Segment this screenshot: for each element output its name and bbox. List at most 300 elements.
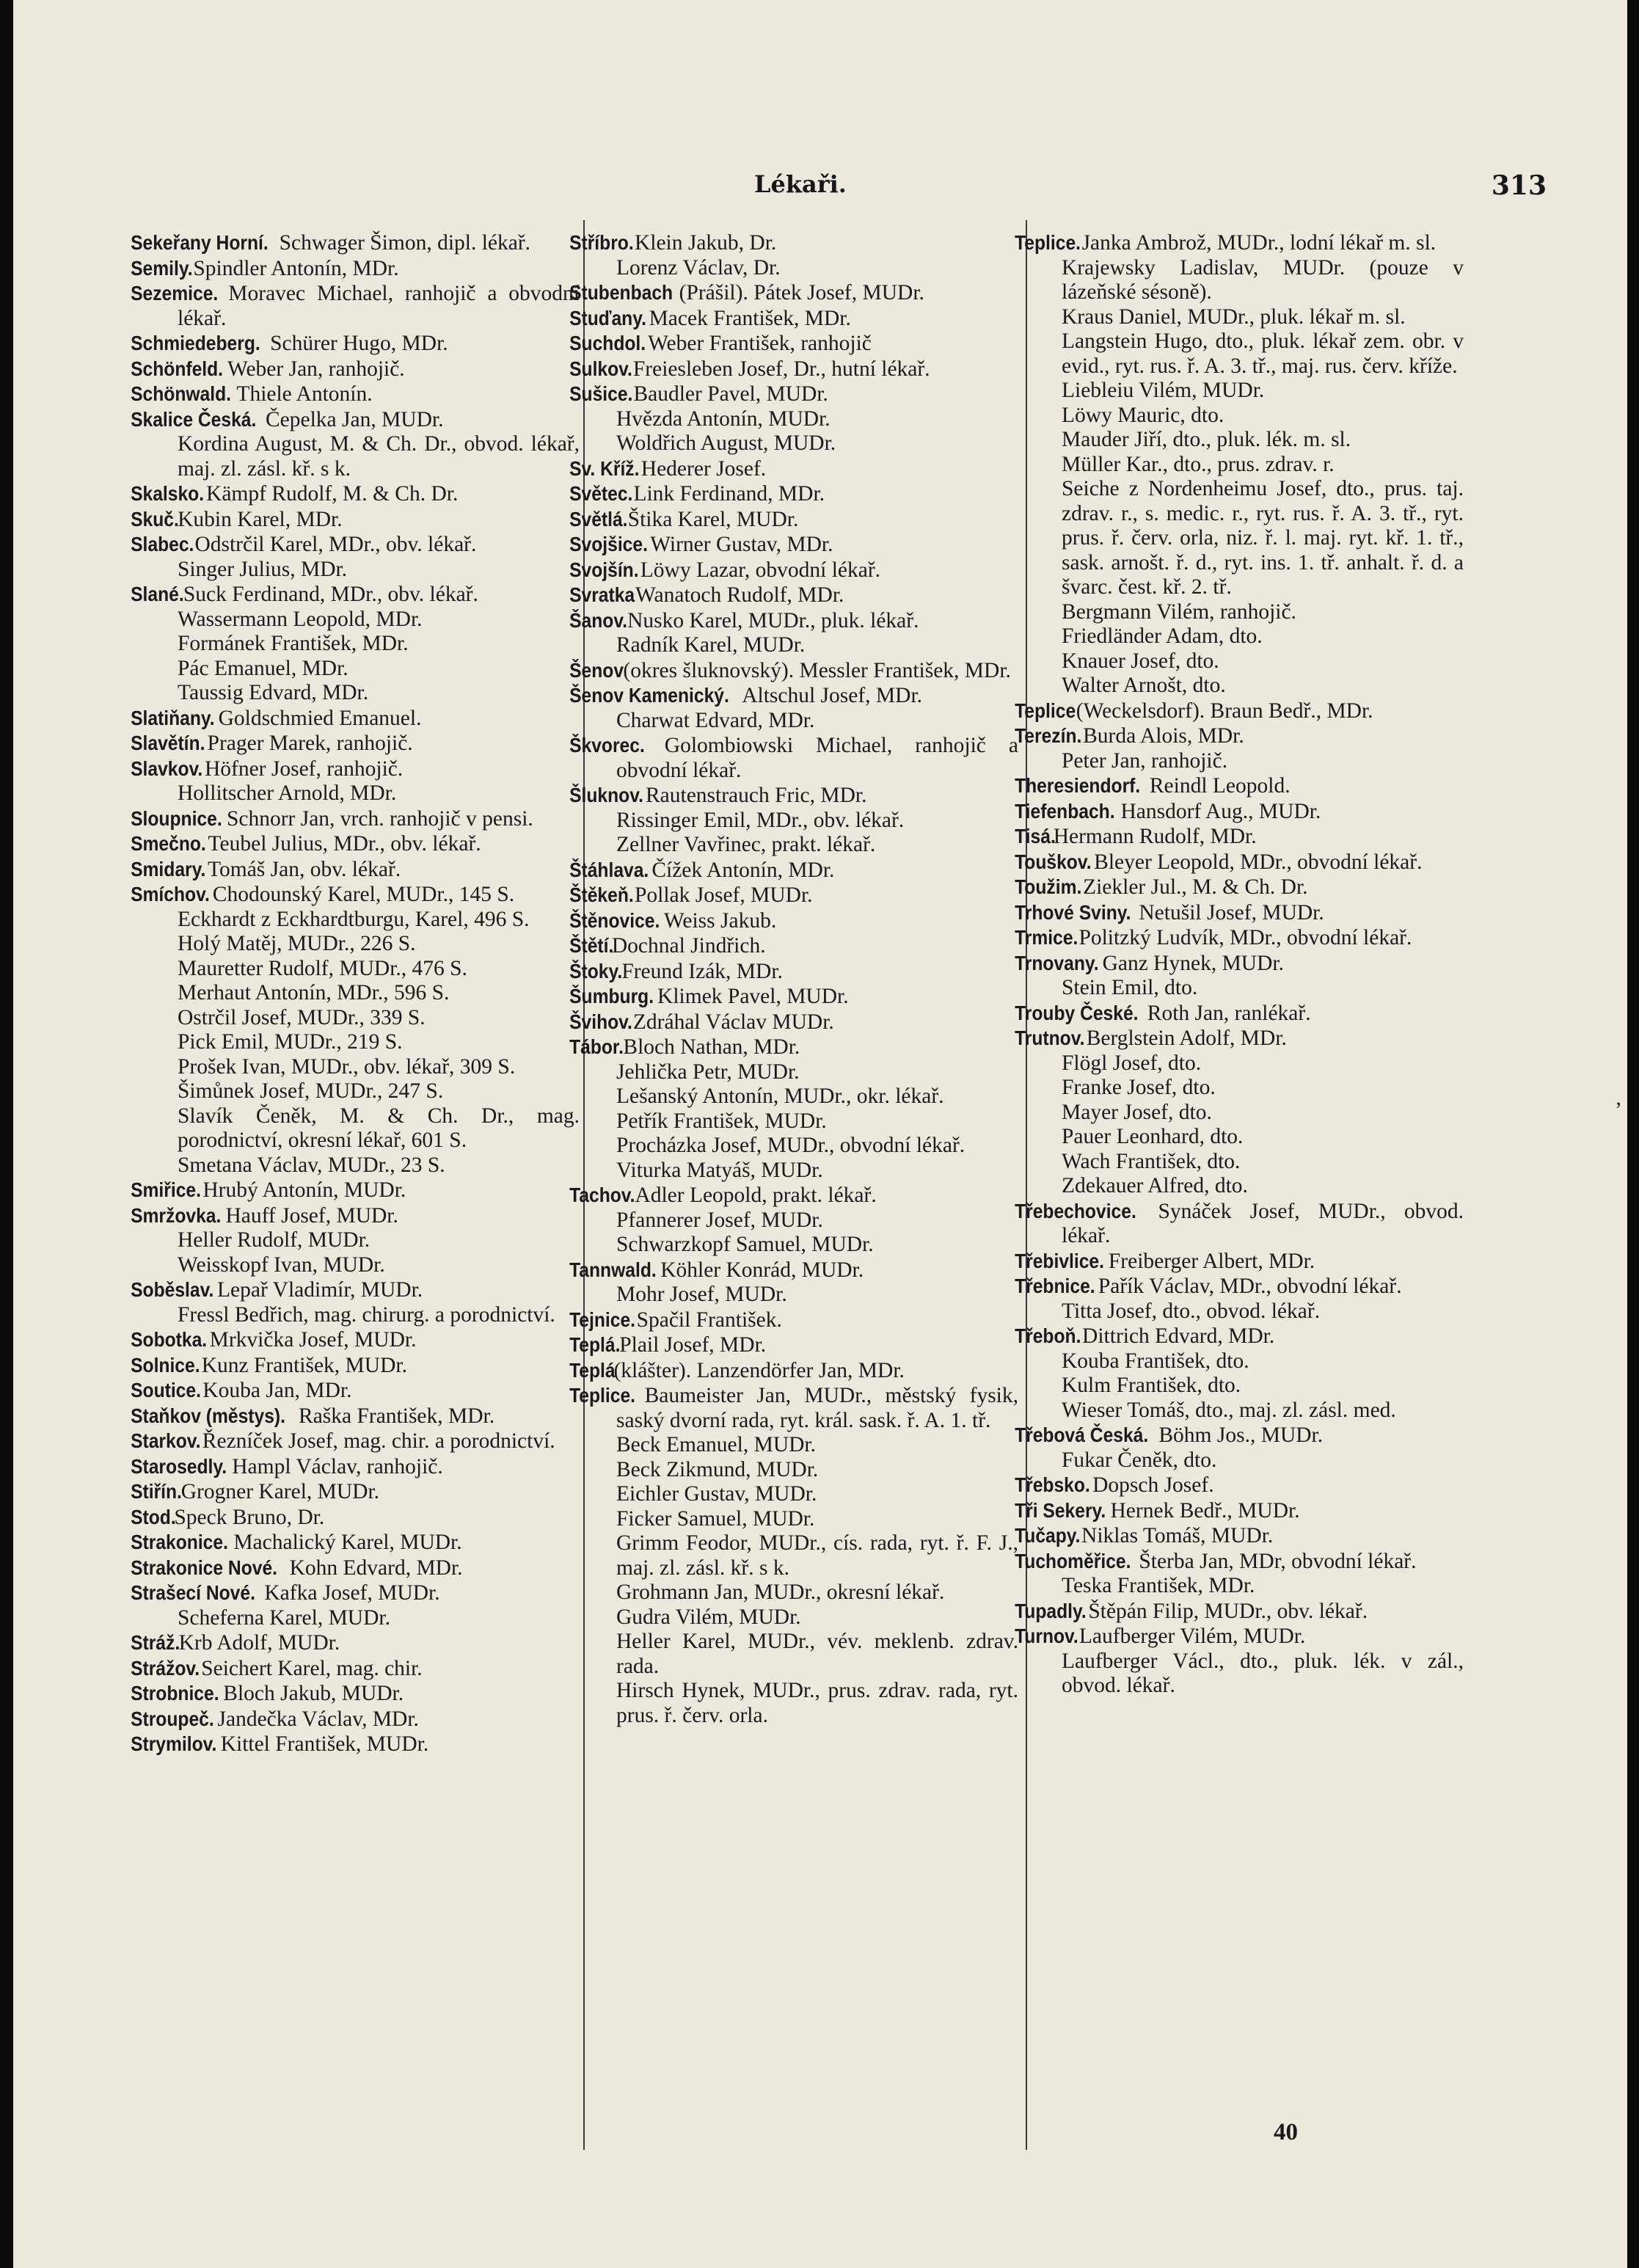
physician-text: Laufberger Vilém, MUDr. xyxy=(1073,1625,1306,1648)
directory-entry xyxy=(1037,649,1464,674)
physician-text: Hernek Bedř., MUDr. xyxy=(1105,1498,1300,1523)
physician-text: Janka Ambrož, MUDr., lodní lékař m. sl. xyxy=(1076,231,1437,255)
signature-number: 40 xyxy=(1274,2119,1298,2145)
place-name: Třebivlice. xyxy=(1015,1249,1104,1272)
directory-entry xyxy=(1037,749,1464,774)
physician-text: Lorenz Václav, Dr. xyxy=(616,255,781,280)
directory-entry xyxy=(1037,1299,1464,1324)
directory-entry xyxy=(569,331,1018,357)
physician-text: Slavík Čeněk, M. & Ch. Dr., mag. porodnictví, okresní lékař, 601 S. xyxy=(178,1104,580,1152)
directory-entry xyxy=(131,806,580,832)
physician-text: Krajewsky Ladislav, MUDr. (pouze v lázeňské sésoně). xyxy=(1062,255,1464,304)
directory-entry xyxy=(153,932,580,957)
directory-entry xyxy=(569,230,1018,256)
directory-entry xyxy=(569,733,1018,783)
physician-text: Štika Karel, MUDr. xyxy=(622,507,799,531)
directory-entry xyxy=(1015,1274,1464,1299)
directory-entry xyxy=(153,981,580,1006)
directory-entry xyxy=(1015,230,1464,256)
directory-entry xyxy=(131,1580,580,1606)
physician-text: Fukar Čeněk, dto. xyxy=(1062,1448,1217,1472)
physician-text: Krb Adolf, MUDr. xyxy=(173,1631,340,1655)
physician-text: Scheferna Karel, MUDr. xyxy=(178,1605,390,1630)
running-title: Lékaři. xyxy=(754,170,847,198)
physician-text: Mayer Josef, dto. xyxy=(1062,1100,1212,1124)
physician-text: Formánek František, MDr. xyxy=(178,632,409,655)
physician-text: Baudler Pavel, MUDr. xyxy=(628,382,828,406)
physician-text: Pfannerer Josef, MUDr. xyxy=(616,1208,823,1232)
physician-text: Höfner Josef, ranhojič. xyxy=(199,756,404,781)
physician-text: Schwager Šimon, dipl. lékař. xyxy=(274,231,531,255)
directory-entry xyxy=(131,331,580,357)
directory-entry xyxy=(591,1630,1018,1679)
place-name: Tannwald. xyxy=(569,1258,657,1281)
physician-text: Eckhardt z Eckhardtburgu, Karel, 496 S. xyxy=(178,907,530,931)
directory-entry xyxy=(591,1060,1018,1085)
physician-text: Freund Izák, MDr. xyxy=(616,959,783,983)
directory-entry xyxy=(153,632,580,657)
directory-entry xyxy=(591,709,1018,734)
physician-text: Bloch Nathan, MDr. xyxy=(618,1035,800,1059)
directory-entry xyxy=(569,1383,1018,1433)
place-name: Tiefenbach. xyxy=(1015,799,1115,823)
directory-entry xyxy=(569,658,1018,684)
physician-text: Kubin Karel, MDr. xyxy=(172,507,343,531)
directory-entry xyxy=(153,1006,580,1031)
physician-text: Ostrčil Josef, MUDr., 339 S. xyxy=(178,1005,426,1029)
directory-entry xyxy=(153,1079,580,1104)
place-name: Škvorec. xyxy=(569,734,645,756)
directory-entry xyxy=(131,532,580,558)
directory-entry xyxy=(1037,256,1464,305)
directory-entry xyxy=(1015,799,1464,825)
physician-text: Lešanský Antonín, MUDr., okr. lékař. xyxy=(616,1084,944,1108)
physician-text: Golombiowski Michael, ranhojič a obvodní lékař. xyxy=(616,734,1018,782)
directory-entry xyxy=(1015,850,1464,875)
directory-entry xyxy=(153,1055,580,1080)
place-name: Teplá. xyxy=(569,1333,621,1356)
physician-text: Dochnal Jindřich. xyxy=(606,934,766,958)
directory-entry xyxy=(1037,379,1464,404)
physician-text: Hrubý Antonín, MUDr. xyxy=(197,1178,406,1202)
directory-entry xyxy=(131,1479,580,1505)
scanned-page xyxy=(13,0,1627,2268)
place-name: Svojšín. xyxy=(569,558,639,581)
physician-text: Macek František, MDr. xyxy=(643,306,851,330)
directory-entry xyxy=(591,1605,1018,1630)
directory-entry xyxy=(569,1010,1018,1035)
physician-text: (klášter). Lanzendörfer Jan, MDr. xyxy=(608,1358,905,1382)
directory-entry xyxy=(131,481,580,507)
physician-text: Eichler Gustav, MUDr. xyxy=(616,1482,817,1506)
directory-entry xyxy=(1015,1624,1464,1649)
directory-entry xyxy=(131,1327,580,1353)
directory-entry xyxy=(1037,674,1464,699)
physician-text: Procházka Josef, MUDr., obvodní lékař. xyxy=(616,1134,965,1157)
directory-entry xyxy=(591,1507,1018,1532)
physician-text: Bloch Jakub, MUDr. xyxy=(217,1682,404,1705)
place-name: Suchdol. xyxy=(569,332,646,354)
directory-entry xyxy=(569,382,1018,407)
physician-text: Peter Jan, ranhojič. xyxy=(1062,748,1228,773)
physician-text: Woldřich August, MUDr. xyxy=(616,431,836,455)
directory-entry xyxy=(1015,1498,1464,1524)
physician-text: Viturka Matyáš, MUDr. xyxy=(616,1158,823,1182)
place-name: Soutice. xyxy=(131,1379,201,1401)
place-name: Strakonice Nové. xyxy=(131,1556,278,1579)
physician-text: Dittrich Edvard, MDr. xyxy=(1076,1324,1275,1348)
directory-entry xyxy=(131,1404,580,1429)
directory-entry xyxy=(131,706,580,732)
directory-entry xyxy=(1037,453,1464,478)
directory-entry xyxy=(131,1277,580,1303)
physician-text: Seichert Karel, mag. chir. xyxy=(195,1656,423,1680)
physician-text: Bergmann Vilém, ranhojič. xyxy=(1062,599,1296,624)
place-name: Šenov Kamenický. xyxy=(569,684,729,707)
physician-text: Kulm František, dto. xyxy=(1062,1374,1241,1397)
physician-text: Jehlička Petr, MUDr. xyxy=(616,1060,800,1084)
directory-entry xyxy=(1015,1249,1464,1275)
physician-text: Klimek Pavel, MUDr. xyxy=(651,985,849,1008)
physician-text: Weiss Jakub. xyxy=(659,908,777,933)
directory-entry xyxy=(131,831,580,857)
directory-entry xyxy=(569,908,1018,934)
place-name: Stiřín. xyxy=(131,1480,182,1503)
directory-entry xyxy=(591,1134,1018,1159)
directory-entry xyxy=(591,833,1018,858)
place-name: Stuďany. xyxy=(569,306,646,329)
directory-entry xyxy=(569,683,1018,709)
physician-text: Politzký Ludvík, MDr., obvodní lékař. xyxy=(1073,926,1412,949)
physician-text: Flögl Josef, dto. xyxy=(1062,1051,1202,1075)
physician-text: Grimm Feodor, MUDr., cís. rada, ryt. ř. F. J., maj. zl. zásl. kř. s k. xyxy=(616,1531,1018,1580)
physician-text: (Weckelsdorf). Braun Bedř., MDr. xyxy=(1070,699,1373,723)
directory-entry xyxy=(569,783,1018,809)
directory-entry xyxy=(1015,900,1464,926)
directory-entry xyxy=(1037,1374,1464,1399)
directory-entry xyxy=(1037,477,1464,600)
directory-entry xyxy=(153,1303,580,1328)
place-name: Třebsko. xyxy=(1015,1473,1090,1496)
directory-entry xyxy=(153,957,580,982)
directory-entry xyxy=(153,1606,580,1631)
place-name: Šanov. xyxy=(569,608,628,632)
directory-entry xyxy=(1037,1125,1464,1150)
directory-entry xyxy=(131,1732,580,1757)
physician-text: Speck Bruno, Dr. xyxy=(169,1505,325,1529)
physician-text: Mauretter Rudolf, MUDr., 476 S. xyxy=(178,956,467,980)
directory-entry xyxy=(1037,1150,1464,1175)
physician-text: Hollitscher Arnold, MDr. xyxy=(178,781,397,805)
physician-text: Machalický Karel, MUDr. xyxy=(227,1531,462,1554)
directory-entry xyxy=(153,908,580,933)
place-name: Touškov. xyxy=(1015,850,1092,873)
physician-text: Löwy Lazar, obvodní lékař. xyxy=(635,558,881,582)
directory-entry xyxy=(591,1233,1018,1258)
place-name: Smiřice. xyxy=(131,1178,201,1201)
physician-text: Pick Emil, MUDr., 219 S. xyxy=(178,1030,403,1054)
directory-entry xyxy=(591,1159,1018,1184)
directory-entry xyxy=(1015,1523,1464,1549)
directory-entry xyxy=(131,1630,580,1656)
place-name: Štoky. xyxy=(569,959,623,982)
directory-entry xyxy=(591,1283,1018,1308)
place-name: Toužim. xyxy=(1015,875,1082,898)
directory-entry xyxy=(1037,329,1464,379)
directory-entry xyxy=(131,1505,580,1531)
physician-text: Kouba Jan, MDr. xyxy=(197,1379,352,1402)
directory-entry xyxy=(1037,1399,1464,1423)
physician-text: Nusko Karel, MUDr., pluk. lékař. xyxy=(621,608,919,632)
directory-entry xyxy=(131,230,580,256)
physician-text: Kohn Edvard, MDr. xyxy=(284,1556,463,1580)
directory-entry xyxy=(153,781,580,806)
place-name: Tři Sekery. xyxy=(1015,1498,1106,1522)
directory-entry xyxy=(131,1681,580,1707)
place-name: Teplá xyxy=(569,1358,616,1382)
physician-text: Wanatoch Rudolf, MDr. xyxy=(630,583,844,607)
place-name: Třebechovice. xyxy=(1015,1199,1136,1222)
physician-text: Franke Josef, dto. xyxy=(1062,1076,1216,1099)
place-name: Třeboň. xyxy=(1015,1324,1081,1347)
place-name: Skalice Česká. xyxy=(131,407,257,431)
directory-entry xyxy=(569,883,1018,908)
directory-entry xyxy=(591,1208,1018,1233)
place-name: Stubenbach xyxy=(569,281,674,304)
physician-text: Pác Emanuel, MDr. xyxy=(178,656,348,680)
place-name: Tisá. xyxy=(1015,825,1056,847)
physician-text: Mauder Jiří, dto., pluk. lék. m. sl. xyxy=(1062,428,1351,451)
place-name: Trmice. xyxy=(1015,926,1078,949)
place-name: Trhové Sviny. xyxy=(1015,900,1131,924)
physician-text: Böhm Jos., MUDr. xyxy=(1153,1423,1324,1447)
place-name: Smečno. xyxy=(131,832,206,855)
place-name: Svratka xyxy=(569,583,635,606)
physician-text: Berglstein Adolf, MDr. xyxy=(1081,1027,1287,1050)
directory-entry xyxy=(1037,1101,1464,1126)
place-name: Turnov. xyxy=(1015,1625,1078,1647)
place-name: Slatiňany. xyxy=(131,706,215,729)
directory-entry xyxy=(569,608,1018,634)
place-name: Solnice. xyxy=(131,1353,200,1377)
directory-entry xyxy=(1037,1574,1464,1599)
place-name: Soběslav. xyxy=(131,1278,214,1301)
directory-entry xyxy=(1015,773,1464,799)
place-name: Schönfeld. xyxy=(131,357,224,380)
directory-entry xyxy=(131,1378,580,1404)
directory-entry xyxy=(131,1429,580,1454)
physician-text: Merhaut Antonín, MDr., 596 S. xyxy=(178,981,450,1004)
place-name: Smíchov. xyxy=(131,883,210,905)
physician-text: Šimůnek Josef, MUDr., 247 S. xyxy=(178,1079,444,1103)
directory-entry xyxy=(131,1530,580,1556)
place-name: Třebnice. xyxy=(1015,1275,1095,1297)
physician-text: Radník Karel, MUDr. xyxy=(616,633,806,657)
place-name: Tejnice. xyxy=(569,1308,636,1331)
physician-text: Liebleiu Vilém, MUDr. xyxy=(1062,379,1265,402)
physician-text: Spindler Antonín, MDr. xyxy=(187,256,399,280)
place-name: Strakonice. xyxy=(131,1531,228,1553)
directory-entry xyxy=(1015,1423,1464,1448)
column-divider xyxy=(1026,220,1027,2150)
directory-entry xyxy=(569,1358,1018,1384)
directory-entry xyxy=(1015,925,1464,951)
physician-text: (okres šluknovský). Messler František, MDr. xyxy=(618,658,1011,682)
place-name: Theresiendorf. xyxy=(1015,774,1141,797)
physician-text: Plail Josef, MDr. xyxy=(613,1333,767,1357)
place-name: Slavkov. xyxy=(131,756,203,780)
directory-entry xyxy=(131,582,580,608)
physician-text: Köhler Konrád, MUDr. xyxy=(654,1258,864,1282)
place-name: Staňkov (městys). xyxy=(131,1404,285,1427)
directory-entry xyxy=(569,933,1018,959)
physician-text: Zellner Vavřinec, prakt. lékař. xyxy=(616,833,876,856)
directory-entry xyxy=(131,1353,580,1379)
place-name: Tupadly. xyxy=(1015,1599,1087,1622)
physician-text: Jandečka Václav, MDr. xyxy=(212,1707,419,1731)
physician-text: Beck Zikmund, MUDr. xyxy=(616,1457,819,1481)
place-name: Strašecí Nové. xyxy=(131,1581,255,1604)
physician-text: Hvězda Antonín, MUDr. xyxy=(616,406,831,431)
directory-entry xyxy=(569,558,1018,583)
physician-text: Fressl Bedřich, mag. chirurg. a porodnictví. xyxy=(178,1302,555,1327)
place-name: Smržovka. xyxy=(131,1203,222,1227)
place-name: Štětí. xyxy=(569,934,614,957)
physician-text: Bleyer Leopold, MDr., obvodní lékař. xyxy=(1088,850,1423,874)
directory-entry xyxy=(153,558,580,583)
place-name: Strobnice. xyxy=(131,1682,219,1704)
place-name: Světec. xyxy=(569,482,633,505)
directory-entry xyxy=(591,1109,1018,1134)
physician-text: Wirner Gustav, MDr. xyxy=(645,533,833,556)
place-name: Trutnov. xyxy=(1015,1027,1085,1049)
directory-entry xyxy=(1015,1549,1464,1575)
directory-entry xyxy=(591,256,1018,281)
directory-entry xyxy=(153,1153,580,1178)
physician-text: Knauer Josef, dto. xyxy=(1062,649,1219,673)
place-name: Stráž. xyxy=(131,1631,180,1654)
physician-text: Spačil František. xyxy=(631,1308,782,1332)
physician-text: Weber František, ranhojič xyxy=(643,332,872,355)
directory-entry xyxy=(1015,1324,1464,1349)
physician-text: Moravec Michael, ranhojič a obvodní lékař. xyxy=(178,282,580,330)
physician-text: Pařík Václav, MDr., obvodní lékař. xyxy=(1092,1275,1402,1298)
physician-text: Teubel Julius, MDr., obv. lékař. xyxy=(202,832,481,856)
physician-text: Kraus Daniel, MUDr., pluk. lékař m. sl. xyxy=(1062,305,1406,329)
page-header xyxy=(13,170,1627,200)
directory-entry xyxy=(153,681,580,706)
directory-entry xyxy=(131,357,580,382)
directory-entry xyxy=(591,431,1018,456)
physician-text: Schwarzkopf Samuel, MUDr. xyxy=(616,1233,874,1256)
column-3 xyxy=(1015,230,1464,2138)
margin-mark: ’ xyxy=(1615,1098,1622,1122)
physician-text: Hauff Josef, MUDr. xyxy=(220,1203,398,1228)
physician-text: Zdráhal Václav MUDr. xyxy=(627,1010,834,1034)
directory-entry xyxy=(591,1482,1018,1507)
physician-text: Lepař Vladimír, MUDr. xyxy=(211,1278,423,1302)
place-name: Tučapy. xyxy=(1015,1524,1081,1547)
directory-entry xyxy=(131,731,580,756)
physician-text: Rissinger Emil, MDr., obv. lékař. xyxy=(616,808,905,832)
directory-entry xyxy=(1015,824,1464,850)
place-name: Stod. xyxy=(131,1505,176,1528)
physician-text: Wassermann Leopold, MDr. xyxy=(178,607,423,631)
place-name: Štěkeň. xyxy=(569,883,634,906)
directory-entry xyxy=(569,456,1018,482)
physician-text: Altschul Josef, MDr. xyxy=(737,684,923,707)
directory-entry xyxy=(131,382,580,407)
directory-entry xyxy=(131,407,580,433)
directory-entry xyxy=(1015,1473,1464,1498)
directory-entry xyxy=(591,1580,1018,1605)
directory-entry xyxy=(131,1454,580,1480)
directory-entry xyxy=(1037,1649,1464,1699)
directory-entry xyxy=(1037,1448,1464,1473)
physician-text: Pollak Josef, MUDr. xyxy=(629,883,813,907)
physician-text: Prošek Ivan, MUDr., obv. lékař, 309 S. xyxy=(178,1054,516,1079)
place-name: Strážov. xyxy=(131,1656,200,1680)
place-name: Teplice. xyxy=(1015,231,1081,254)
physician-text: Chodounský Karel, MUDr., 145 S. xyxy=(207,883,515,906)
physician-text: Freiesleben Josef, Dr., hutní lékař. xyxy=(627,357,930,381)
directory-entry xyxy=(153,1104,580,1153)
physician-text: Kämpf Rudolf, M. & Ch. Dr. xyxy=(200,482,459,506)
place-name: Sv. Kříž. xyxy=(569,456,640,480)
physician-text: Smetana Václav, MUDr., 23 S. xyxy=(178,1153,445,1177)
physician-text: Netušil Josef, MUDr. xyxy=(1134,900,1324,925)
physician-text: Hampl Václav, ranhojič. xyxy=(226,1454,443,1478)
place-name: Smidary. xyxy=(131,857,206,880)
physician-text: Reindl Leopold. xyxy=(1144,774,1291,798)
place-name: Slavětín. xyxy=(131,732,205,754)
physician-text: Seiche z Nordenheimu Josef, dto., prus. taj. zdrav. r., s. medic. r., ryt. rus. ř. A. 3. tř., ryt. prus. ř. červ. orla, niz. ř. l. maj. ryt. kř. 1. tř., sask. arnošt. ř. d., ryt. ins. 1. tř. anhalt. ř. d. a švarc. čest. kř. 2. tř. xyxy=(1062,477,1464,599)
physician-text: Šterba Jan, MDr, obvodní lékař. xyxy=(1133,1549,1417,1573)
place-name: Tachov. xyxy=(569,1184,635,1206)
directory-entry xyxy=(1037,404,1464,429)
directory-entry xyxy=(569,959,1018,985)
physician-text: Taussig Edvard, MDr. xyxy=(178,681,369,704)
directory-entry xyxy=(153,1030,580,1055)
directory-entry xyxy=(569,280,1018,306)
directory-entry xyxy=(131,1707,580,1732)
physician-text: Zdekauer Alfred, dto. xyxy=(1062,1174,1248,1197)
directory-entry xyxy=(1015,1026,1464,1051)
physician-text: Beck Emanuel, MUDr. xyxy=(616,1433,816,1456)
directory-entry xyxy=(591,1679,1018,1728)
place-name: Teplice. xyxy=(569,1384,636,1407)
place-name: Strymilov. xyxy=(131,1732,217,1755)
directory-entry xyxy=(1037,1174,1464,1199)
physician-text: (Prášil). Pátek Josef, MUDr. xyxy=(674,281,924,305)
physician-text: Mrkvička Josef, MUDr. xyxy=(204,1328,417,1352)
directory-entry xyxy=(591,1458,1018,1483)
physician-text: Ficker Samuel, MUDr. xyxy=(616,1506,815,1531)
directory-entry xyxy=(1037,1349,1464,1374)
directory-entry xyxy=(569,1183,1018,1208)
physician-text: Freiberger Albert, MDr. xyxy=(1103,1249,1315,1273)
physician-text: Grohmann Jan, MUDr., okresní lékař. xyxy=(616,1580,945,1604)
directory-entry xyxy=(1015,1599,1464,1625)
directory-entry xyxy=(569,1258,1018,1283)
directory-entry xyxy=(569,1308,1018,1333)
physician-text: Roth Jan, ranlékař. xyxy=(1142,1001,1311,1025)
place-name: Skuč. xyxy=(131,507,179,530)
place-name: Stříbro. xyxy=(569,231,634,254)
physician-text: Müller Kar., dto., prus. zdrav. r. xyxy=(1062,452,1335,476)
physician-text: Čížek Antonín, MDr. xyxy=(646,858,835,882)
place-name: Terezín. xyxy=(1015,724,1082,747)
